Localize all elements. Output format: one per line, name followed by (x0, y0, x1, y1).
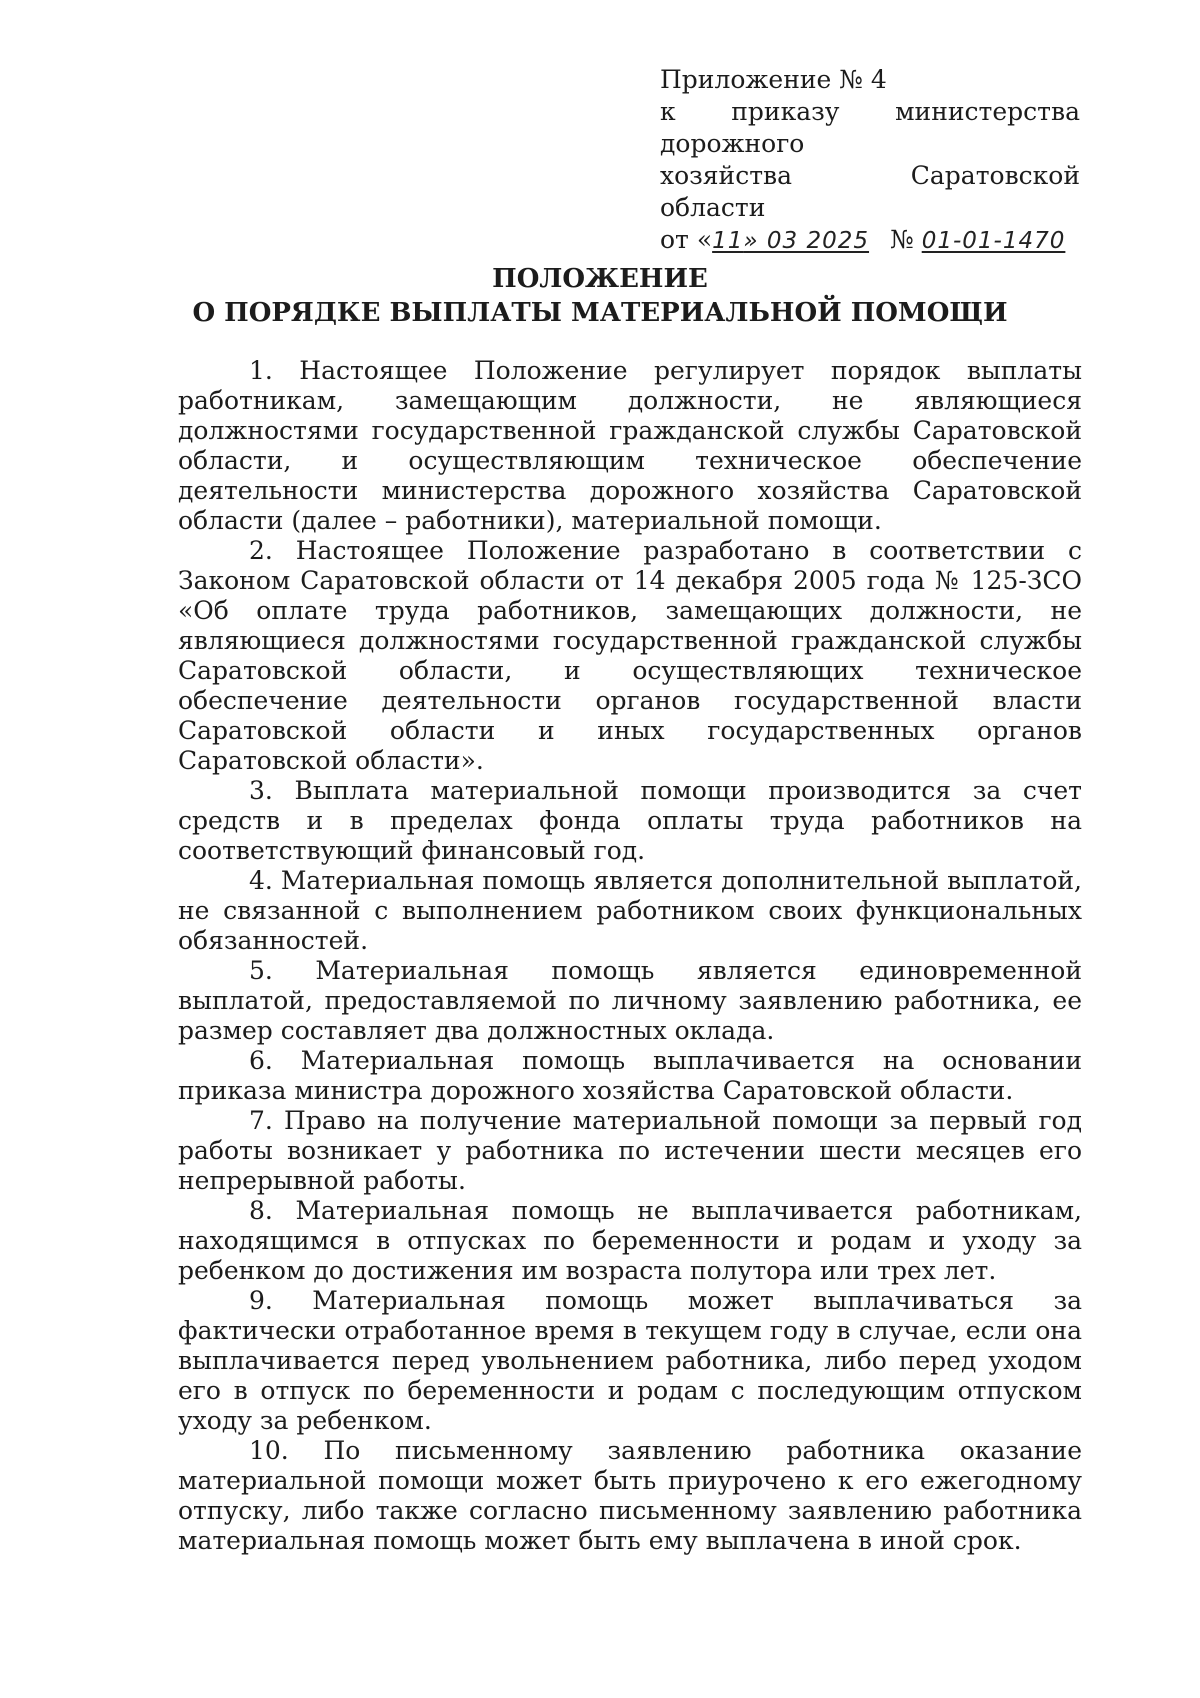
clause-8: 8. Материальная помощь не выплачивается работникам, находящимся в отпусках по беременности и родам и уходу за ребенком до достижения им возраста полутора или трех лет. (178, 1196, 1082, 1285)
date-day: 11 (712, 228, 744, 254)
title-line-2: О ПОРЯДКЕ ВЫПЛАТЫ МАТЕРИАЛЬНОЙ ПОМОЩИ (192, 298, 1008, 328)
appendix-header (660, 64, 1080, 257)
date-rest: » 03 2025 (743, 228, 870, 254)
document-body (178, 356, 1082, 1556)
clause-1: 1. Настоящее Положение регулирует порядок выплаты работникам, замещающим должности, не являющиеся должностями государственной гражданской службы Саратовской области, и осуществляющим техническое обеспечение деятельности министерства дорожного хозяйства Саратовской области (далее – работники), материальной помощи. (178, 356, 1082, 535)
appendix-ministry: хозяйства Саратовской области (660, 161, 1080, 222)
handwritten-number: 01-01-1470 (921, 228, 1066, 254)
title-line-1: ПОЛОЖЕНИЕ (492, 264, 708, 294)
appendix-date-number (660, 224, 1080, 257)
clause-10: 10. По письменному заявлению работника оказание материальной помощи может быть приурочено к его ежегодному отпуску, либо также согласно письменному заявлению работника материальная помощь может быть ему выплачена в иной срок. (178, 1436, 1082, 1555)
clause-5: 5. Материальная помощь является единовременной выплатой, предоставляемой по личному заявлению работника, ее размер составляет два должностных оклада. (178, 956, 1082, 1045)
appendix-title: Приложение № 4 (660, 65, 887, 94)
clause-6: 6. Материальная помощь выплачивается на основании приказа министра дорожного хозяйства Саратовской области. (178, 1046, 1082, 1105)
clause-9: 9. Материальная помощь может выплачиваться за фактически отработанное время в текущем году в случае, если она выплачивается перед увольнением работника, либо перед уходом его в отпуск по беременности и родам с последующим отпуском уходу за ребенком. (178, 1286, 1082, 1435)
clause-7: 7. Право на получение материальной помощи за первый год работы возникает у работника по истечении шести месяцев его непрерывной работы. (178, 1106, 1082, 1195)
clause-4: 4. Материальная помощь является дополнительной выплатой, не связанной с выполнением работником своих функциональных обязанностей. (178, 866, 1082, 955)
document-title (0, 262, 1200, 330)
date-prefix: от « (660, 225, 713, 254)
number-prefix: № (890, 225, 914, 254)
clause-3: 3. Выплата материальной помощи производится за счет средств и в пределах фонда оплаты труда работников на соответствующий финансовый год. (178, 776, 1082, 865)
clause-2: 2. Настоящее Положение разработано в соответствии с Законом Саратовской области от 14 декабря 2005 года № 125-ЗСО «Об оплате труда работников, замещающих должности, не являющиеся должностями государственной гражданской службы Саратовской области, и осуществляющих техническое обеспечение деятельности органов государственной власти Саратовской области и иных государственных органов Саратовской области». (178, 536, 1082, 775)
handwritten-date (712, 225, 882, 257)
appendix-order-ref: к приказу министерства дорожного (660, 97, 1080, 158)
